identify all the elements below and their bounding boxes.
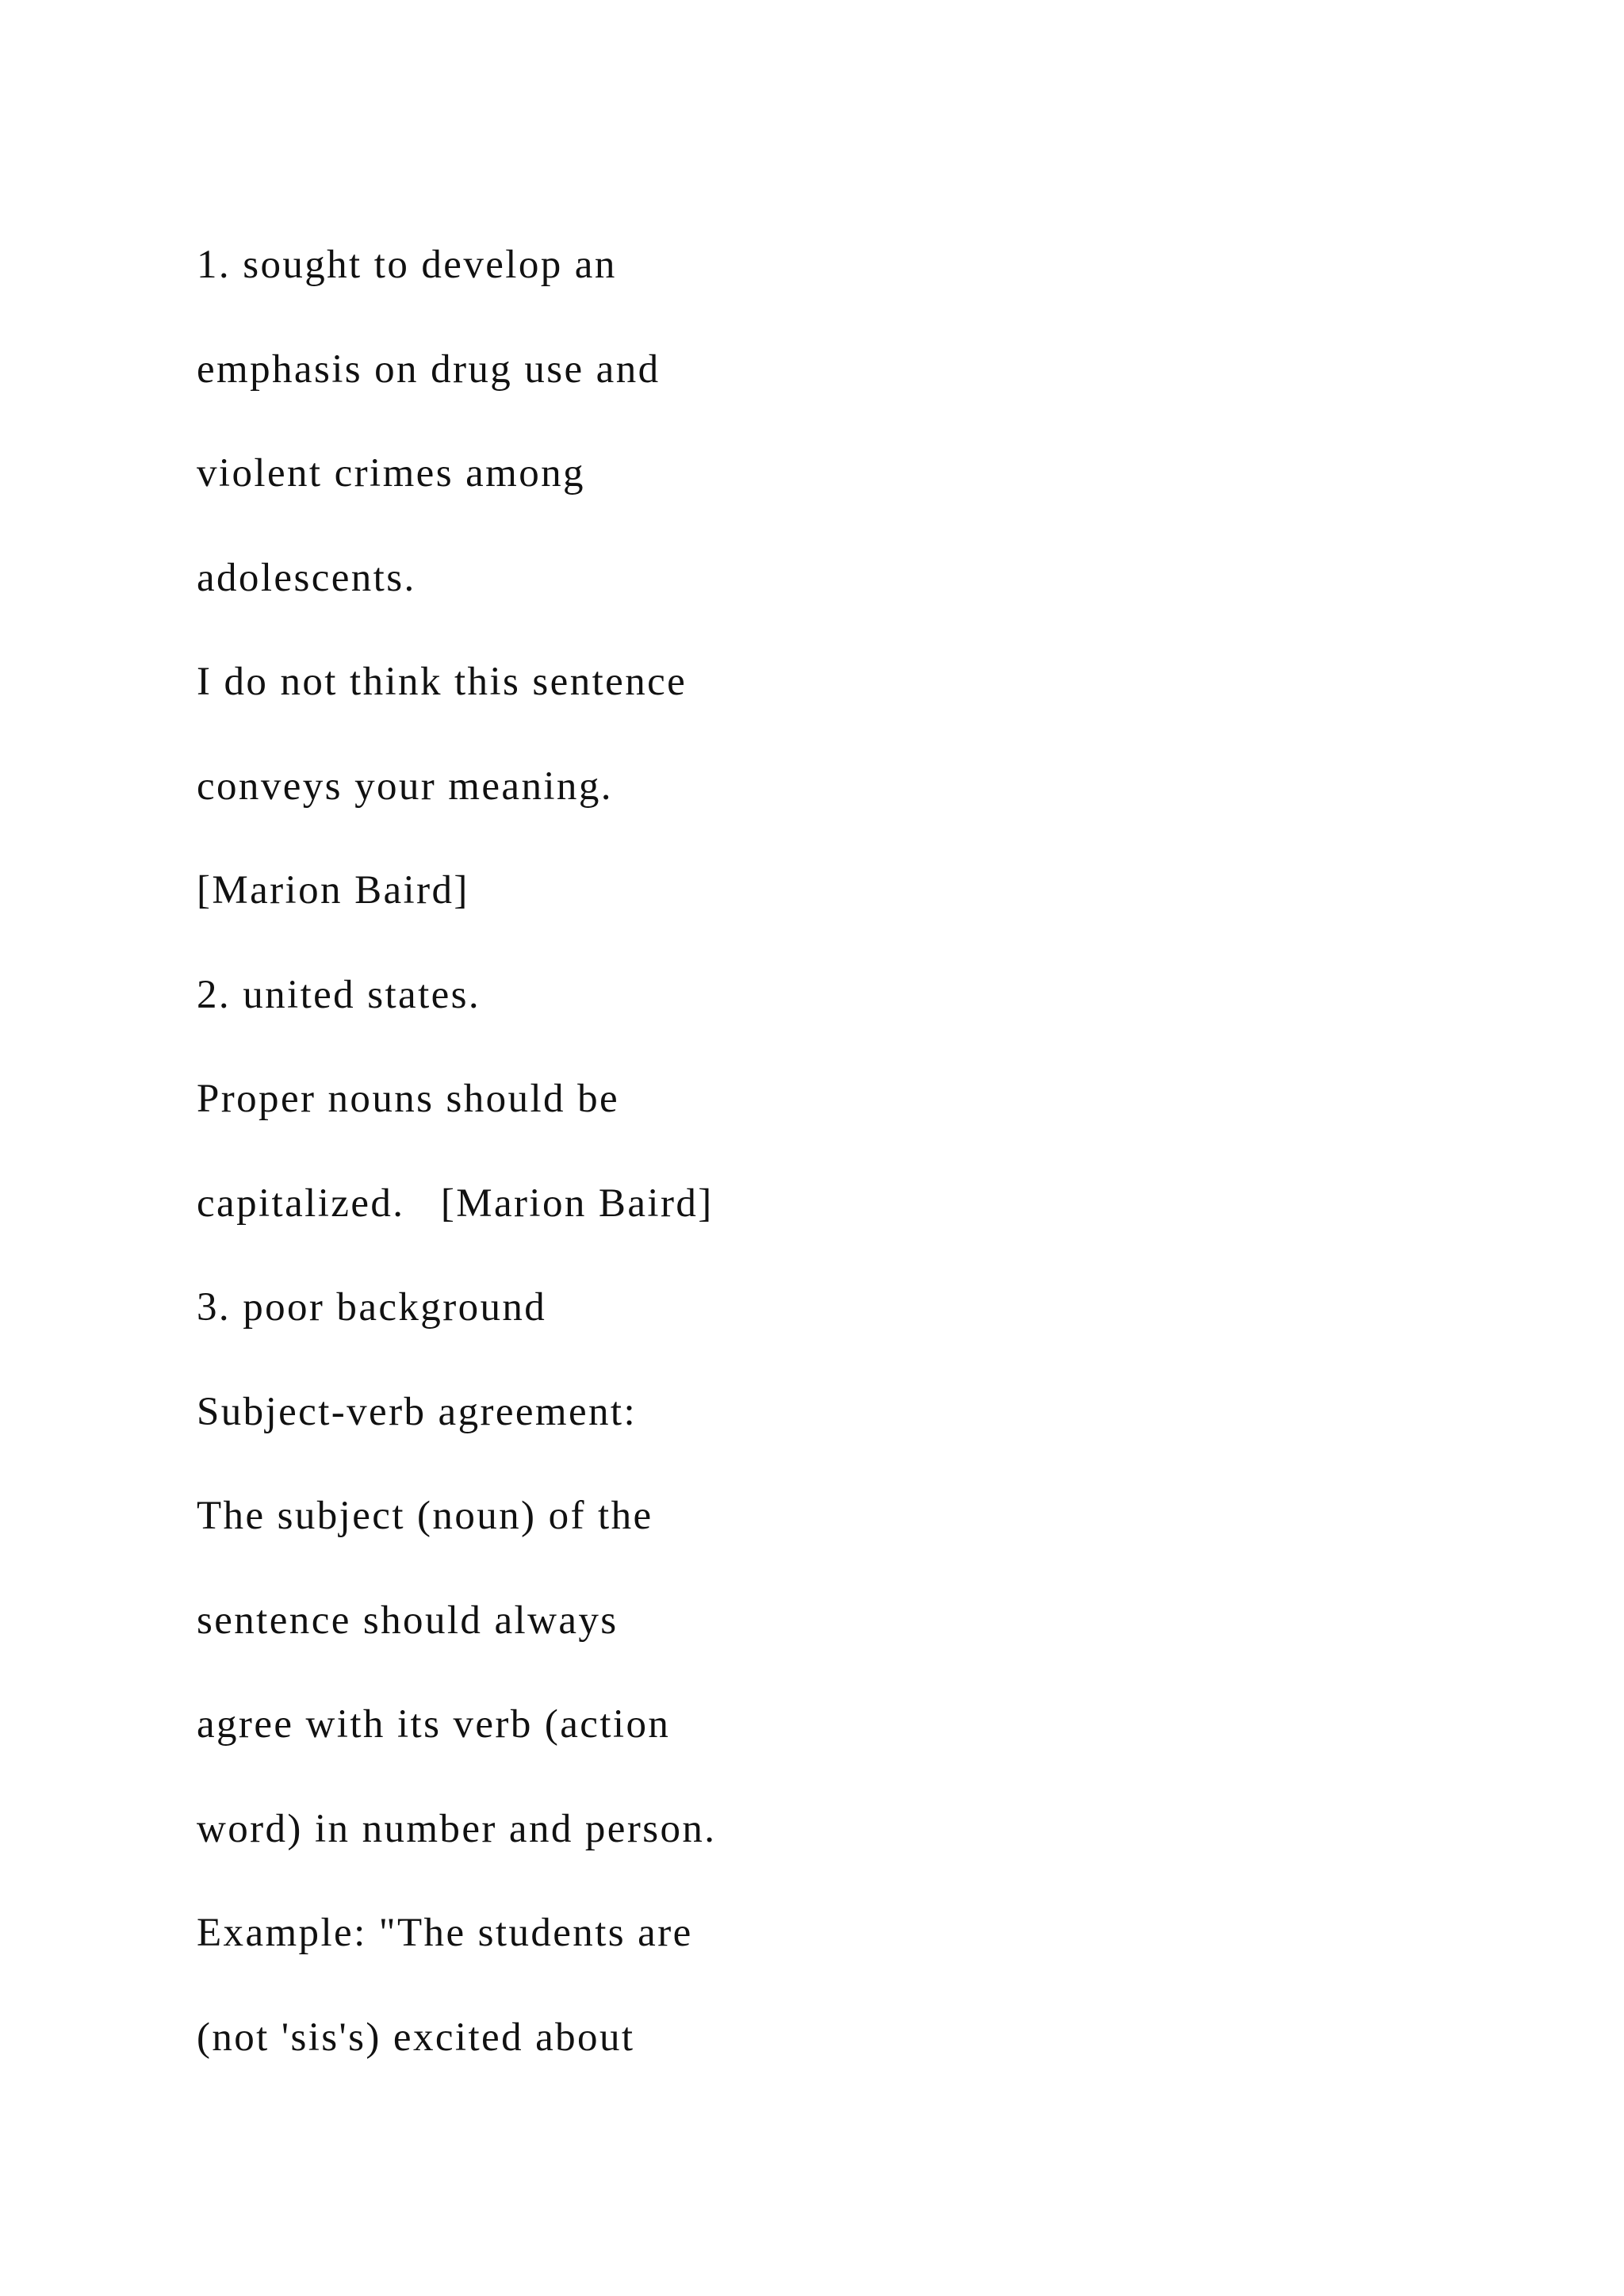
text-line: Proper nouns should be <box>197 1077 620 1121</box>
text-line: I do not think this sentence <box>197 660 688 704</box>
text-line: 1. sought to develop an <box>197 243 617 287</box>
text-line: (not 'sis's) excited about <box>197 2015 635 2060</box>
text-line: Example: "The students are <box>197 1911 693 1955</box>
text-line: Subject-verb agreement: <box>197 1389 638 1434</box>
text-line: emphasis on drug use and <box>197 346 661 392</box>
text-line: 3. poor background <box>197 1285 547 1330</box>
text-line: violent crimes among <box>197 451 585 496</box>
text-line: The subject (noun) of the <box>197 1494 653 1538</box>
text-line: 2. united states. <box>197 972 481 1017</box>
text-line: [Marion Baird] <box>197 868 469 913</box>
comment-text-block <box>197 239 1148 2115</box>
text-line: agree with its verb (action <box>197 1702 671 1747</box>
text-line: word) in number and person. <box>197 1806 717 1851</box>
text-line: conveys your meaning. <box>197 763 613 809</box>
text-line: sentence should always <box>197 1598 619 1643</box>
text-line: capitalized. [Marion Baird] <box>197 1181 714 1226</box>
text-line: adolescents. <box>197 555 416 600</box>
